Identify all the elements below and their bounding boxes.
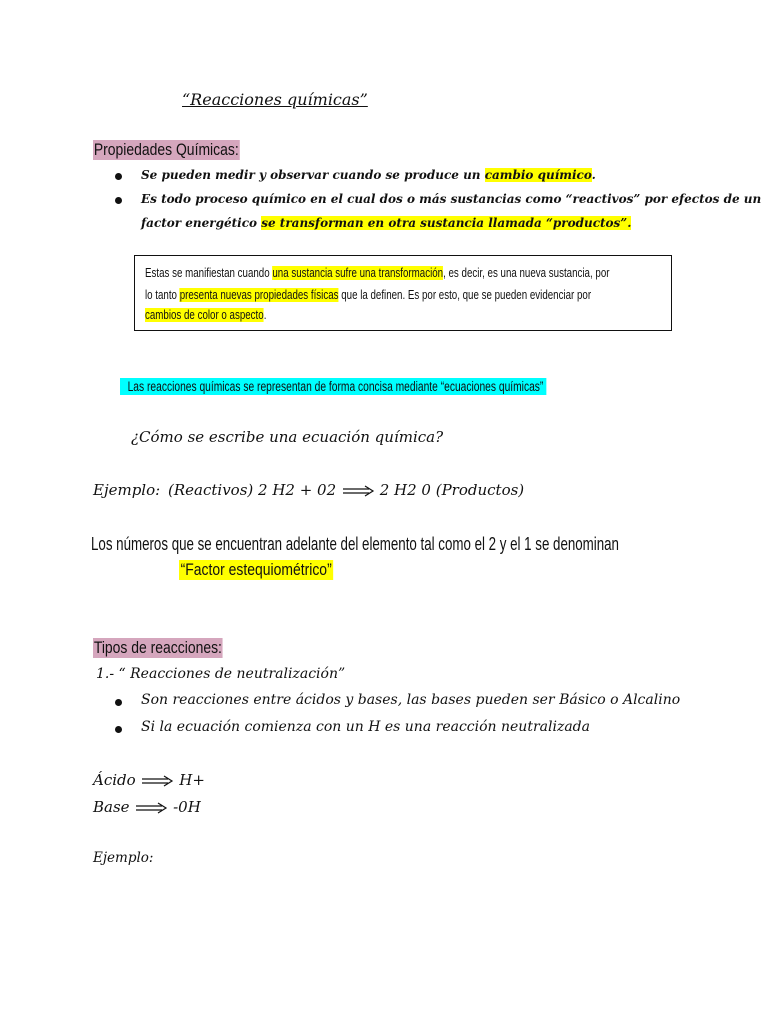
bullet-icon (115, 173, 122, 180)
right-arrow-icon (341, 485, 375, 497)
highlight: cambio químico (484, 168, 592, 182)
text: . (263, 308, 267, 322)
propiedades-heading: Propiedades Químicas: (93, 140, 239, 159)
base-label: Base (93, 798, 130, 816)
reactivos: (Reactivos) 2 H2 + 02 (168, 481, 337, 499)
propiedades-bullet-2-line2 (141, 216, 631, 230)
highlight: una sustancia sufre una transformación (272, 266, 444, 280)
propiedades-bullet-1 (141, 168, 596, 182)
note-line-1 (145, 266, 609, 280)
text: Las reacciones químicas se representan de forma concisa mediante “ecuaciones químicas” (127, 379, 544, 394)
note-line-2 (145, 288, 591, 302)
ejemplo-label: Ejemplo: (93, 481, 161, 499)
base-value: -0H (173, 798, 201, 816)
bullet-icon (115, 726, 122, 733)
tipos-bullet-2: Si la ecuación comienza con un H es una reacción neutralizada (141, 719, 590, 735)
text: que la definen. Es por esto, que se pueden evidenciar por (338, 288, 592, 302)
productos: 2 H2 0 (Productos) (379, 481, 525, 499)
highlight: presenta nuevas propiedades físicas (179, 288, 339, 302)
ejemplo-equation (168, 481, 524, 499)
text: lo tanto (145, 288, 180, 302)
note-line-3 (145, 308, 266, 322)
tipos-item-1: 1.- “ Reacciones de neutralización” (96, 666, 346, 682)
ecuaciones-banner (120, 378, 546, 395)
right-arrow-icon (134, 802, 168, 814)
page-title: “Reacciones químicas” (182, 90, 368, 109)
propiedades-bullet-2-line1: Es todo proceso químico en el cual dos o más sustancias como “reactivos” por efectos de un (141, 192, 762, 206)
note-box (134, 255, 672, 331)
pregunta: ¿Cómo se escribe una ecuación química? (131, 428, 444, 446)
tipos-heading: Tipos de reacciones: (93, 638, 222, 657)
right-arrow-icon (140, 775, 174, 787)
highlight: cambios de color o aspecto (145, 308, 264, 322)
factor-term: “Factor estequiométrico” (180, 560, 332, 579)
text: Se pueden medir y observar cuando se produce un (141, 168, 485, 182)
text: , es decir, es una nueva sustancia, por (443, 266, 610, 280)
tipos-bullet-1: Son reacciones entre ácidos y bases, las bases pueden ser Básico o Alcalino (141, 692, 681, 708)
highlight: se transforman en otra sustancia llamada “productos”. (261, 216, 632, 230)
text: Estas se manifiestan cuando (145, 266, 273, 280)
text: factor energético (141, 216, 262, 230)
numeros-line: Los números que se encuentran adelante del elemento tal como el 2 y el 1 se denominan (91, 533, 619, 554)
text: . (591, 168, 596, 182)
ejemplo-2-label: Ejemplo: (93, 850, 154, 866)
acido-label: Ácido (93, 771, 136, 789)
acido-value: H+ (179, 771, 205, 789)
base-row (93, 798, 201, 816)
bullet-icon (115, 197, 122, 204)
acido-row (93, 771, 205, 789)
bullet-icon (115, 699, 122, 706)
